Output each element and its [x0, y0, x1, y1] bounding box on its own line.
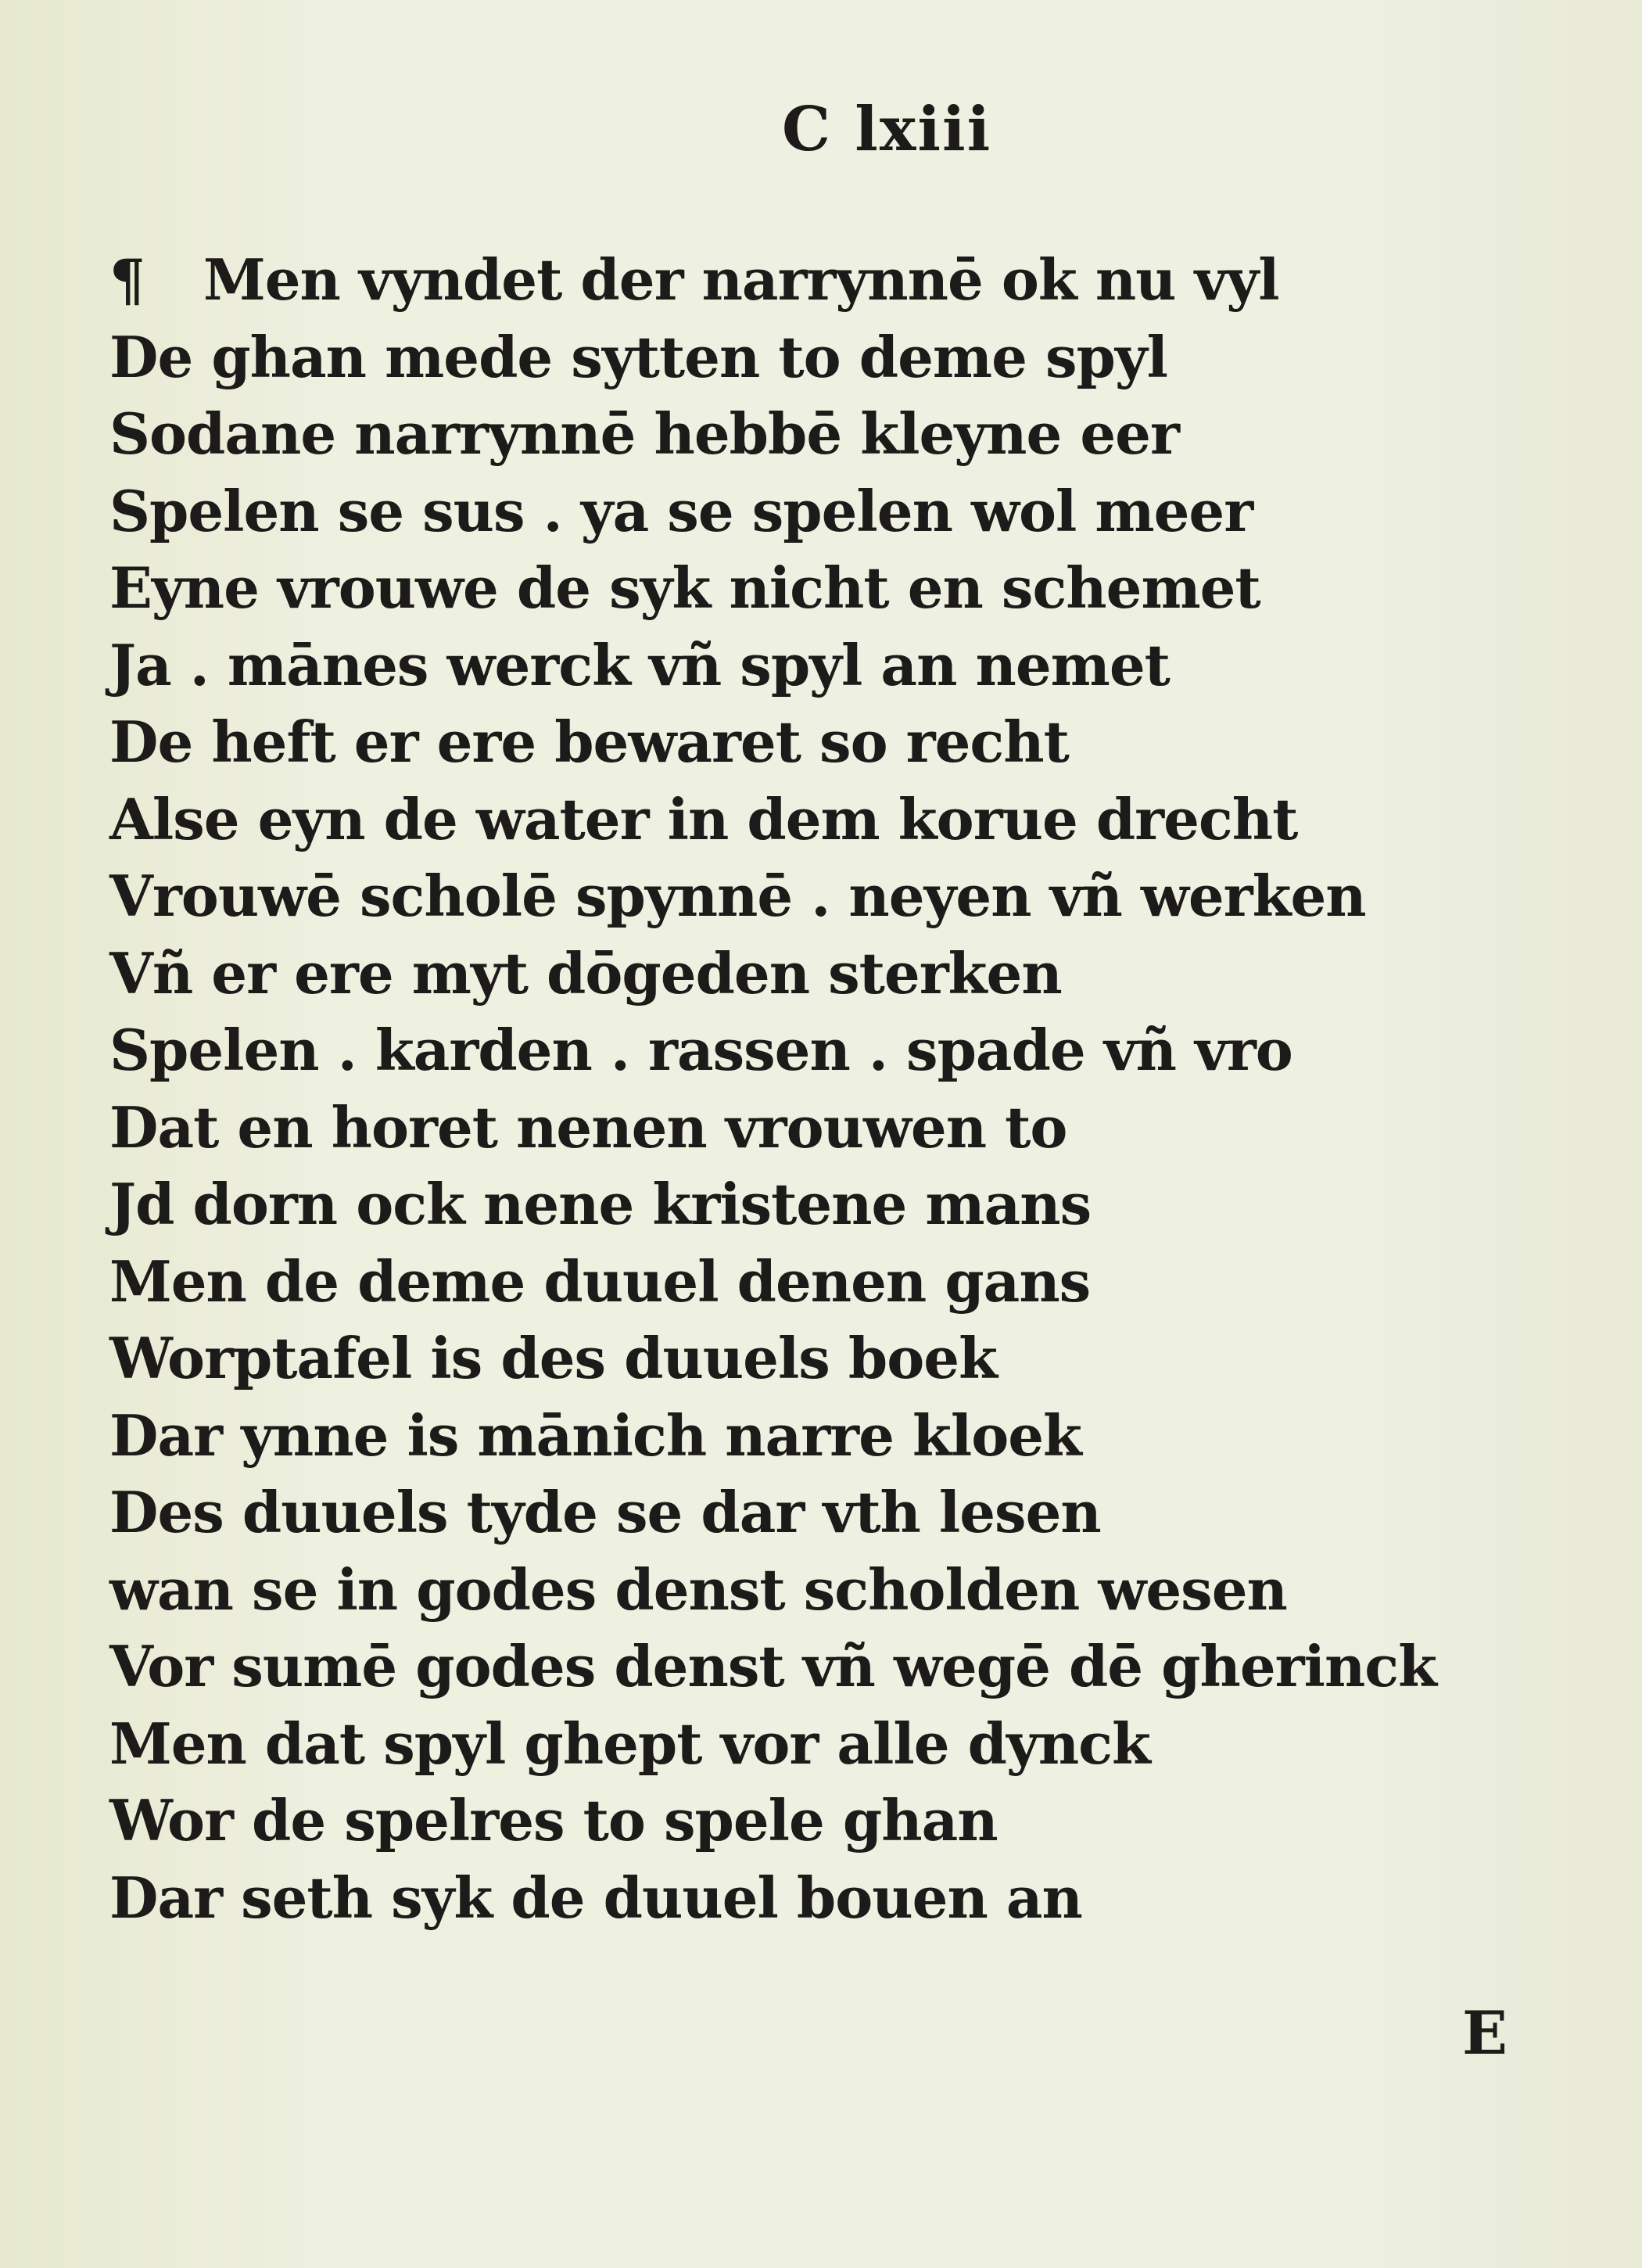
verse-line [109, 940, 1579, 1017]
verse-line-text: Spelen se sus . ya se spelen wol meer [109, 477, 1253, 544]
verse-line-text: Men de deme duuel denen gans [109, 1247, 1091, 1315]
verse-line [109, 1479, 1579, 1556]
verse-line [109, 1556, 1579, 1634]
verse-line-text: Dar ynne is mānich narre kloek [109, 1401, 1081, 1469]
verse-line [109, 1710, 1579, 1788]
verse-line-text: Dat en horet nenen vrouwen to [109, 1093, 1067, 1161]
verse-line [109, 709, 1579, 786]
verse-line-text: wan se in godes denst scholden wesen [109, 1556, 1287, 1623]
verse-line [109, 1402, 1579, 1480]
verse-line [109, 1787, 1579, 1864]
pilcrow-icon: ¶ [109, 246, 145, 313]
verse-line [109, 1633, 1579, 1710]
verse-line-text: Wor de spelres to spele ghan [109, 1787, 998, 1854]
verse-block [109, 246, 1579, 1941]
verse-line-text: Alse eyn de water in dem korue drecht [109, 785, 1298, 852]
verse-line-text: Vrouwē scholē spynnē . neyen vñ werken [109, 863, 1366, 929]
verse-line-text: Men vyndet der narrynnē ok nu vyl [203, 246, 1279, 313]
signature-mark: E [1462, 1998, 1508, 2068]
verse-line [109, 1248, 1579, 1326]
verse-line [109, 632, 1579, 709]
verse-line-text: Dar seth syk de duuel bouen an [109, 1864, 1082, 1931]
verse-line [109, 246, 1579, 324]
running-head-folio: C lxiii [782, 94, 992, 165]
verse-line-text: Vñ er ere myt dōgeden sterken [109, 939, 1062, 1007]
verse-line [109, 786, 1579, 863]
verse-line [109, 1171, 1579, 1248]
verse-line-text: Jd dorn ock nene kristene mans [109, 1171, 1092, 1237]
verse-line [109, 554, 1579, 632]
verse-line-text: Ja . mānes werck vñ spyl an nemet [109, 631, 1170, 698]
verse-line [109, 324, 1579, 401]
verse-line-text: Des duuels tyde se dar vth lesen [109, 1479, 1101, 1545]
verse-line-text: Spelen . karden . rassen . spade vñ vro [109, 1017, 1292, 1083]
verse-line-text: Sodane narrynnē hebbē kleyne eer [109, 400, 1179, 467]
verse-line [109, 1094, 1579, 1172]
verse-line [109, 863, 1579, 940]
verse-line-text: De ghan mede sytten to deme spyl [109, 323, 1168, 390]
verse-line [109, 400, 1579, 478]
verse-line-text: De heft er ere bewaret so recht [109, 709, 1069, 775]
verse-line-text: Men dat spyl ghept vor alle dynck [109, 1710, 1150, 1777]
verse-line-text: Worptafel is des duuels boek [109, 1325, 997, 1391]
verse-line [109, 1864, 1579, 1942]
verse-line [109, 1325, 1579, 1402]
verse-line-text: Eyne vrouwe de syk nicht en schemet [109, 554, 1260, 621]
verse-line [109, 1017, 1579, 1094]
verse-line [109, 478, 1579, 555]
verse-line-text: Vor sumē godes denst vñ wegē dē gherinck [109, 1633, 1437, 1699]
